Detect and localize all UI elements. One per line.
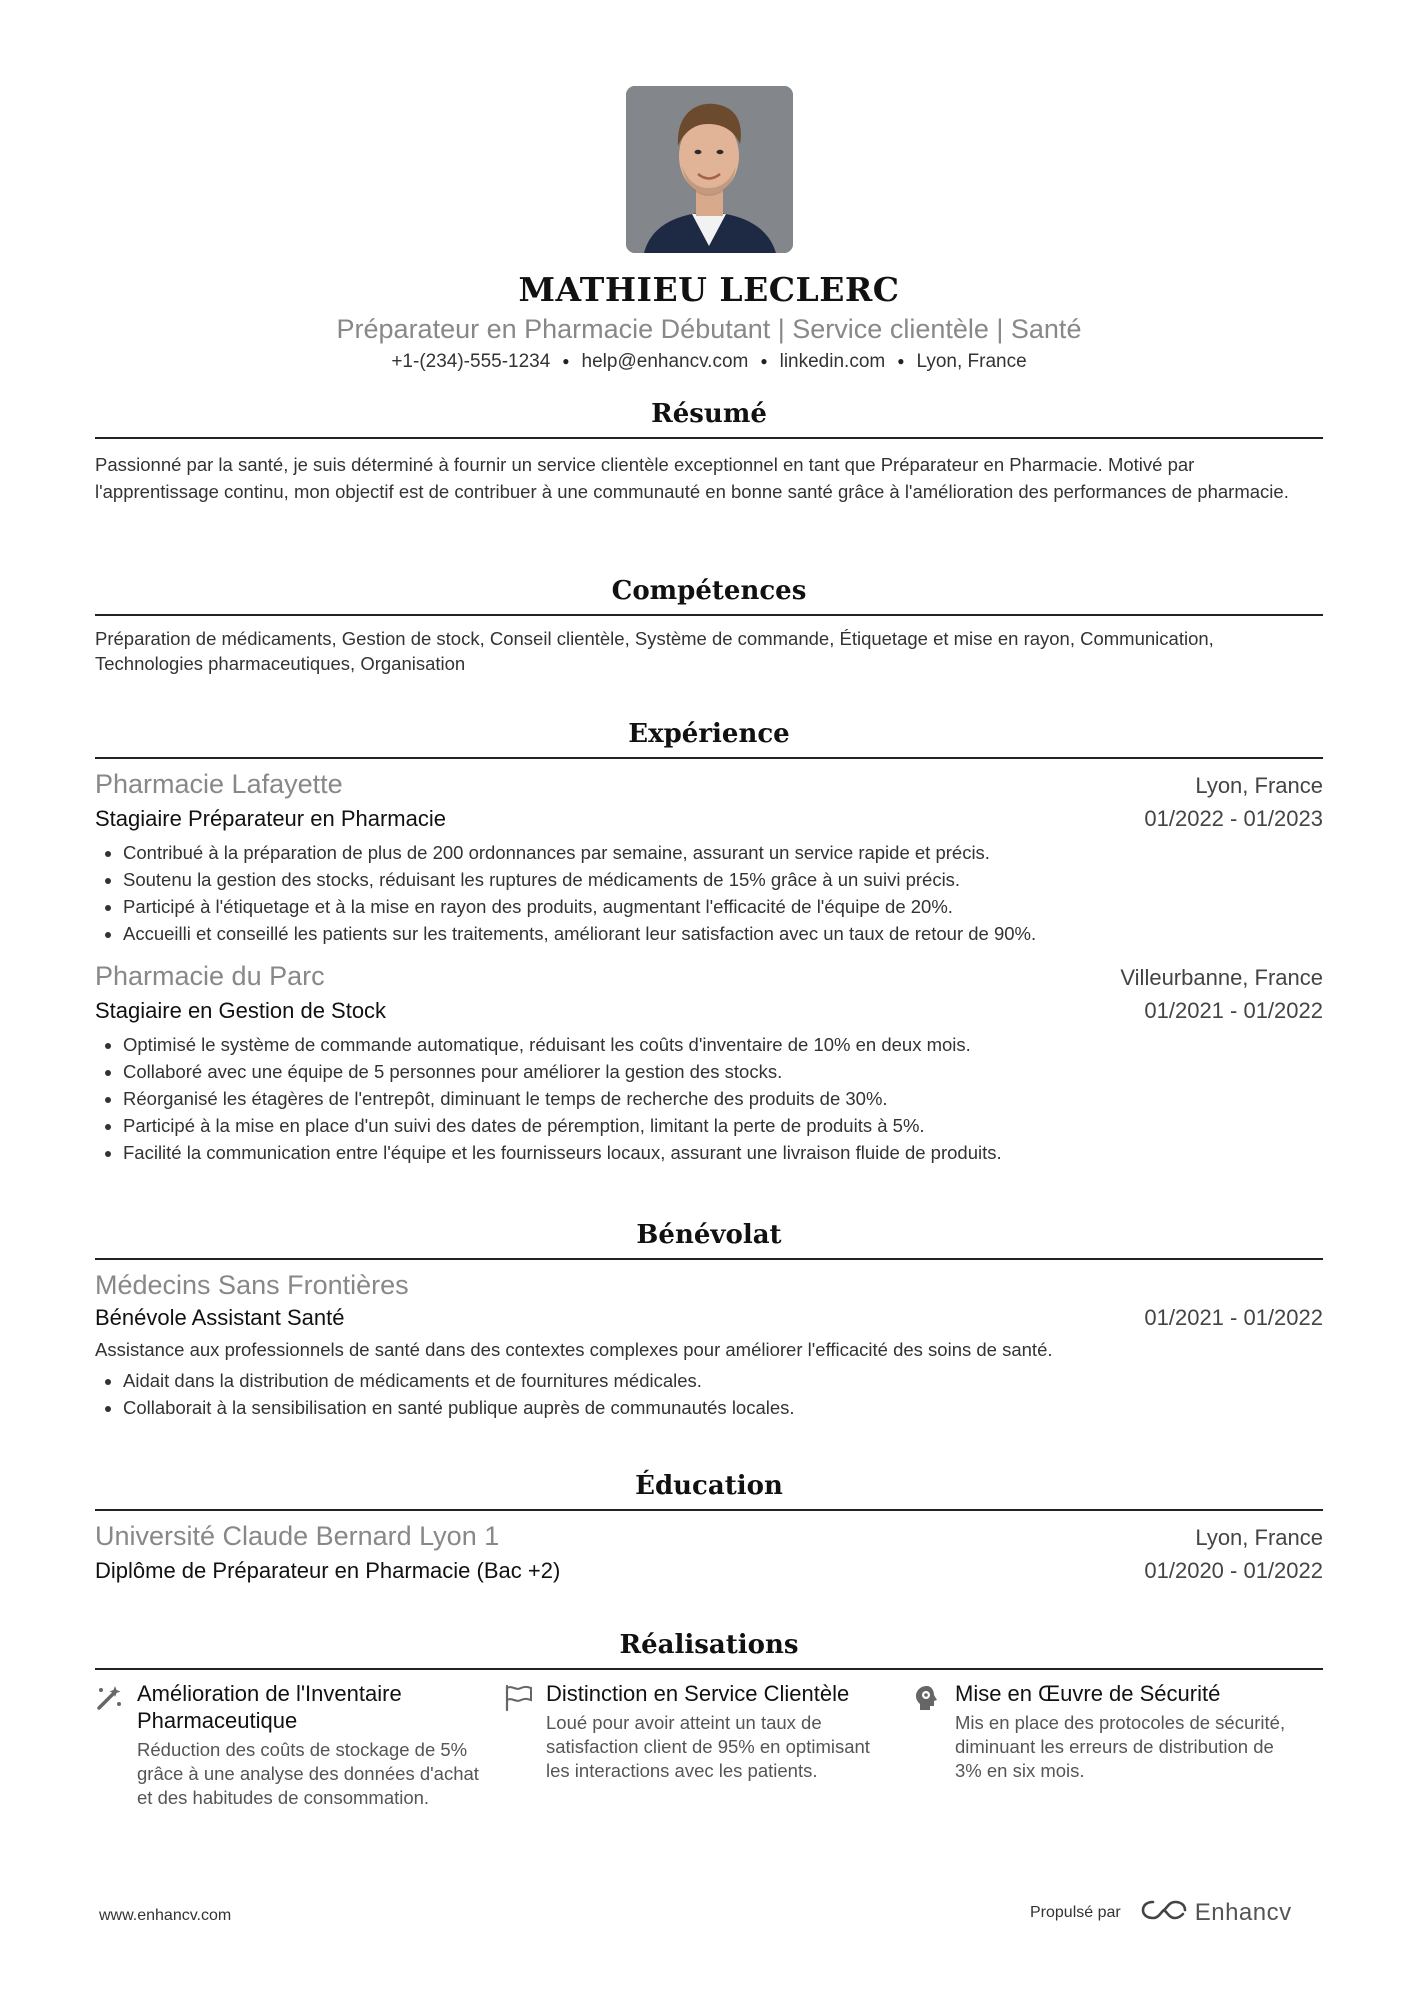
list-item: • Collaborait à la sensibilisation en santé publique auprès de communautés locales. bbox=[123, 1394, 1323, 1421]
phone-number[interactable]: +1-(234)-555-1234 bbox=[391, 351, 551, 372]
achievement-description: Réduction des coûts de stockage de 5% grâce à une analyse des données d'achat et des habitudes de consommation. bbox=[137, 1739, 479, 1808]
enhancv-logo-icon bbox=[1141, 1898, 1187, 1927]
section-title: Éducation bbox=[95, 1469, 1323, 1511]
organization-name: Médecins Sans Frontières bbox=[95, 1270, 409, 1300]
experience-entry bbox=[95, 959, 1323, 1166]
achievement-title: Distinction en Service Clientèle bbox=[546, 1681, 850, 1706]
degree-name: Diplôme de Préparateur en Pharmacie (Bac +2) bbox=[95, 1558, 561, 1583]
achievement-description: Mis en place des protocoles de sécurité, diminuant les erreurs de distribution de 3% en six mois. bbox=[955, 1712, 1286, 1781]
bullet-separator: ● bbox=[897, 354, 905, 368]
resume-header bbox=[95, 86, 1323, 375]
linkedin-link[interactable]: linkedin.com bbox=[779, 351, 886, 372]
experience-section bbox=[95, 717, 1323, 1166]
brand-name[interactable]: Enhancv bbox=[1194, 1898, 1292, 1926]
list-item: • Participé à la mise en place d'un suivi des dates de péremption, limitant la perte de produits à 5%. bbox=[123, 1112, 1323, 1139]
job-title: Stagiaire Préparateur en Pharmacie bbox=[95, 806, 446, 831]
summary-text: Passionné par la santé, je suis déterminé à fournir un service clientèle exceptionnel en tant que Préparateur en Pharmacie. Motivé par l'apprentissage continu, mon objectif est de contribuer à une communauté en bonne santé grâce à l'amélioration des performances de pharmacie. bbox=[95, 454, 1289, 502]
section-title: Réalisations bbox=[95, 1628, 1323, 1670]
list-item: • Facilité la communication entre l'équipe et les fournisseurs locaux, assurant une livraison fluide de produits. bbox=[123, 1139, 1323, 1166]
achievement-item bbox=[913, 1680, 1322, 1810]
list-item: • Soutenu la gestion des stocks, réduisant les ruptures de médicaments de 15% grâce à un suivi précis. bbox=[123, 866, 1323, 893]
skills-section bbox=[95, 574, 1323, 676]
achievement-item bbox=[504, 1680, 913, 1810]
section-title: Résumé bbox=[95, 397, 1323, 439]
school-name: Université Claude Bernard Lyon 1 bbox=[95, 1521, 500, 1551]
achievements-grid bbox=[95, 1680, 1323, 1810]
section-title: Bénévolat bbox=[95, 1218, 1323, 1260]
list-item: • Accueilli et conseillé les patients sur les traitements, améliorant leur satisfaction avec un taux de retour de 90%. bbox=[123, 920, 1323, 947]
education-entry bbox=[95, 1519, 1323, 1587]
skills-text: Préparation de médicaments, Gestion de stock, Conseil clientèle, Système de commande, Étiquetage et mise en rayon, Communication, Technologies pharmaceutiques, Organisation bbox=[95, 628, 1214, 674]
education-dates: 01/2020 - 01/2022 bbox=[1144, 1558, 1323, 1583]
volunteering-section bbox=[95, 1218, 1323, 1421]
email-link[interactable]: help@enhancv.com bbox=[581, 351, 749, 372]
employer-location: Villeurbanne, France bbox=[1120, 965, 1323, 990]
job-dates: 01/2022 - 01/2023 bbox=[1144, 806, 1323, 831]
job-bullets bbox=[95, 839, 1323, 947]
bullet-separator: ● bbox=[562, 354, 570, 368]
job-title: Stagiaire en Gestion de Stock bbox=[95, 998, 387, 1023]
achievements-section bbox=[95, 1628, 1323, 1810]
job-bullets bbox=[95, 1031, 1323, 1166]
powered-by-label: Propulsé par bbox=[1030, 1903, 1121, 1921]
list-item: • Collaboré avec une équipe de 5 personnes pour améliorer la gestion des stocks. bbox=[123, 1058, 1323, 1085]
bullet-separator: ● bbox=[760, 354, 768, 368]
employer-name: Pharmacie du Parc bbox=[95, 961, 325, 991]
footer-branding bbox=[1030, 1898, 1292, 1927]
list-item: • Optimisé le système de commande automatique, réduisant les coûts d'inventaire de 10% en deux mois. bbox=[123, 1031, 1323, 1058]
achievement-title: Amélioration de l'Inventaire Pharmaceutique bbox=[137, 1681, 402, 1733]
head-gear-icon bbox=[913, 1680, 955, 1810]
candidate-name: MATHIEU LECLERC bbox=[518, 270, 900, 309]
volunteer-role: Bénévole Assistant Santé bbox=[95, 1305, 345, 1330]
location-text: Lyon, France bbox=[916, 351, 1027, 372]
list-item: • Aidait dans la distribution de médicaments et de fournitures médicales. bbox=[123, 1367, 1323, 1394]
profile-photo bbox=[626, 86, 793, 253]
employer-name: Pharmacie Lafayette bbox=[95, 769, 343, 799]
volunteer-dates: 01/2021 - 01/2022 bbox=[1144, 1305, 1323, 1330]
contact-line bbox=[95, 348, 1323, 375]
resume-page bbox=[95, 0, 1323, 1808]
employer-location: Lyon, France bbox=[1195, 773, 1323, 798]
section-title: Expérience bbox=[95, 717, 1323, 759]
list-item: • Participé à l'étiquetage et à la mise en rayon des produits, augmentant l'efficacité de l'équipe de 20%. bbox=[123, 893, 1323, 920]
achievement-title: Mise en Œuvre de Sécurité bbox=[955, 1681, 1221, 1706]
volunteer-description: Assistance aux professionnels de santé dans des contextes complexes pour améliorer l'efficacité des soins de santé. bbox=[95, 1339, 1053, 1360]
experience-entry bbox=[95, 767, 1323, 947]
magic-wand-icon bbox=[95, 1680, 137, 1810]
candidate-tagline: Préparateur en Pharmacie Débutant | Service clientèle | Santé bbox=[336, 314, 1082, 344]
flag-icon bbox=[504, 1680, 546, 1810]
footer-website[interactable]: www.enhancv.com bbox=[99, 1907, 232, 1924]
job-dates: 01/2021 - 01/2022 bbox=[1144, 998, 1323, 1023]
summary-section bbox=[95, 397, 1323, 505]
achievement-description: Loué pour avoir atteint un taux de satisfaction client de 95% en optimisant les interactions avec les patients. bbox=[546, 1712, 870, 1781]
education-section bbox=[95, 1469, 1323, 1587]
section-title: Compétences bbox=[95, 574, 1323, 616]
volunteer-bullets bbox=[95, 1367, 1323, 1421]
school-location: Lyon, France bbox=[1195, 1525, 1323, 1550]
list-item: • Contribué à la préparation de plus de 200 ordonnances par semaine, assurant un service rapide et précis. bbox=[123, 839, 1323, 866]
list-item: • Réorganisé les étagères de l'entrepôt, diminuant le temps de recherche des produits de 30%. bbox=[123, 1085, 1323, 1112]
achievement-item bbox=[95, 1680, 504, 1810]
volunteering-entry bbox=[95, 1268, 1323, 1421]
